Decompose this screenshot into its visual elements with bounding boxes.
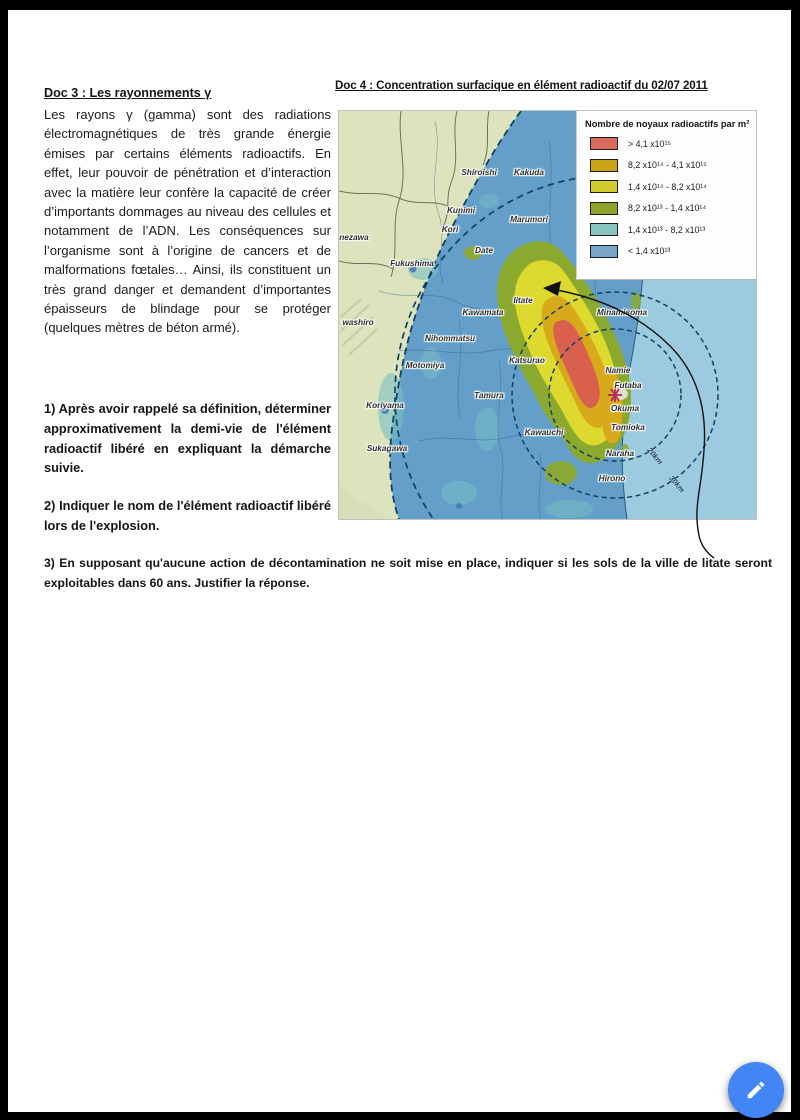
legend-label: 1,4 x10¹⁴ - 8,2 x10¹⁴: [628, 181, 707, 192]
pencil-icon: [745, 1079, 767, 1101]
map-city-label: Futaba: [614, 380, 642, 390]
map-city-label: Hirono: [598, 473, 626, 483]
legend-label: 8,2 x10¹³ - 1,4 x10¹⁴: [628, 203, 707, 214]
legend-swatch: [590, 202, 618, 215]
map-city-label: Naraha: [605, 448, 635, 458]
question-3: 3) En supposant qu'aucune action de décontamination ne soit mise en place, indiquer si les sols de la ville de litate seront exploitables dans 60 ans. Justifier la réponse.: [44, 556, 772, 590]
legend-item: [577, 155, 756, 177]
edit-fab[interactable]: [728, 1062, 784, 1118]
map-legend: [576, 111, 756, 280]
question-2: 2) Indiquer le nom de l'élément radioactif libéré lors de l'explosion.: [44, 498, 331, 533]
map-city-label: Iitate: [513, 295, 533, 305]
legend-title: Nombre de noyaux radioactifs par m²: [585, 119, 750, 129]
legend-swatch: [590, 180, 618, 193]
legend-item: [577, 133, 756, 155]
legend-swatch: [590, 245, 618, 258]
map-city-label: Kunimi: [446, 205, 476, 215]
legend-item: [577, 176, 756, 198]
map-city-label: Kori: [441, 224, 459, 234]
map-city-label: nezawa: [339, 232, 369, 242]
contamination-map: [338, 110, 757, 520]
legend-item: [577, 198, 756, 220]
map-city-label: Fukushima: [390, 258, 434, 268]
legend-swatch: [590, 159, 618, 172]
distance-ring-label: 30km: [667, 473, 687, 495]
legend-item: [577, 241, 756, 263]
map-city-label: Date: [475, 245, 493, 255]
map-city-label: Koriyama: [366, 400, 404, 410]
map-city-label: Marumori: [510, 214, 548, 224]
legend-swatch: [590, 137, 618, 150]
map-city-label: Katsurao: [509, 355, 545, 365]
legend-label: 1,4 x10¹³ - 8,2 x10¹³: [628, 224, 706, 235]
map-city-label: Namie: [605, 365, 631, 375]
distance-ring-label: 20km: [645, 445, 665, 467]
legend-swatch: [590, 223, 618, 236]
legend-items: [577, 133, 756, 262]
map-city-label: Okuma: [610, 403, 640, 413]
map-city-label: washiro: [342, 317, 374, 327]
doc3-paragraph: Les rayons γ (gamma) sont des radiations électromagnétiques de très grande énergie émises par certains éléments radioactifs. En effet, leur pouvoir de pénétration et d’interaction avec la matière leur confère la capacité de créer d’importants dommages au niveau des cellules et notamment de l’ADN. Les conséquences sur l’organisme sont à l’origine de cancers et de malformations fœtales… Ainsi, ils constituent un très grand danger et demandent d’importantes épaisseurs de blindage pour se protéger (quelques mètres de béton armé).: [44, 107, 331, 336]
document-page: [8, 10, 791, 1112]
map-city-label: Kawauchi: [524, 427, 564, 437]
legend-item: [577, 219, 756, 241]
map-city-label: Minamisoma: [596, 307, 648, 317]
legend-label: < 1,4 x10¹³: [628, 246, 671, 257]
doc4-heading: Doc 4 : Concentration surfacique en élément radioactif du 02/07 2011: [335, 79, 708, 92]
map-city-label: Shiroishi: [461, 167, 497, 177]
map-city-label: Kawamata: [462, 307, 504, 317]
map-city-label: Motomiya: [405, 360, 445, 370]
map-city-label: Kakuda: [514, 167, 544, 177]
map-city-label: Tomioka: [611, 422, 645, 432]
doc3-heading: Doc 3 : Les rayonnements γ: [44, 86, 212, 100]
map-city-label: Tamura: [474, 390, 504, 400]
legend-label: > 4,1 x10¹⁵: [628, 138, 672, 149]
map-city-label: Nihommatsu: [424, 333, 476, 343]
question-1: 1) Après avoir rappelé sa définition, déterminer approximativement la demi-vie de l'élément radioactif libéré en expliquant la démarche suivie.: [44, 401, 331, 476]
legend-label: 8,2 x10¹⁴ - 4,1 x10¹⁵: [628, 160, 707, 171]
map-city-label: Sukagawa: [366, 443, 408, 453]
